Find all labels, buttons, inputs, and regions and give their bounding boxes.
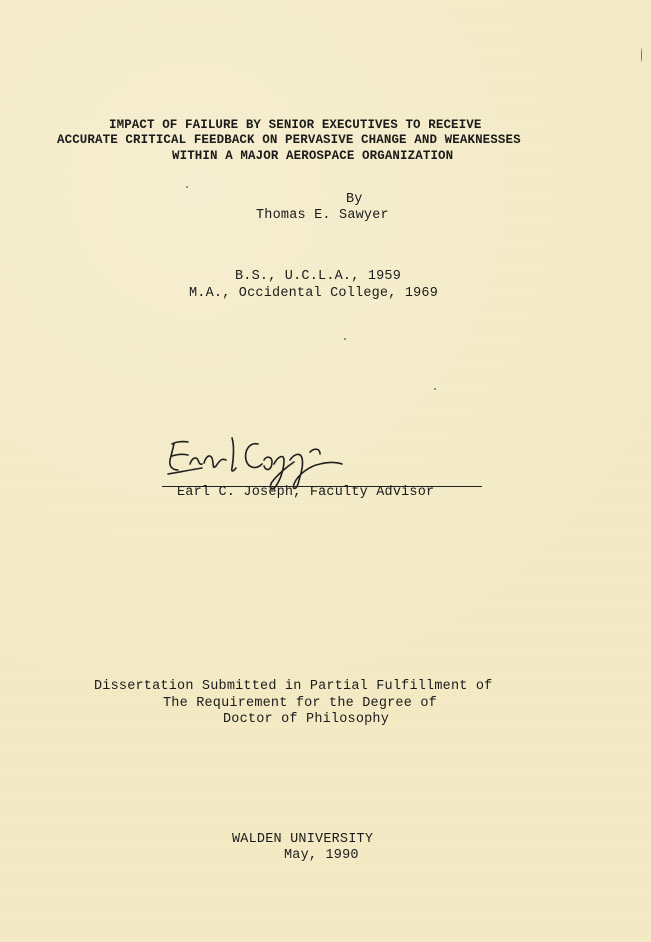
submission-line-3: Doctor of Philosophy: [223, 712, 390, 727]
advisor-caption: Earl C. Joseph, Faculty Advisor: [177, 485, 435, 500]
submission-date: May, 1990: [284, 848, 359, 863]
paper-speck: [344, 338, 346, 340]
title-line-1: IMPACT OF FAILURE BY SENIOR EXECUTIVES TO RECEIVE: [109, 118, 482, 132]
submission-line-1: Dissertation Submitted in Partial Fulfillment of: [94, 679, 493, 694]
author-name: Thomas E. Sawyer: [256, 208, 389, 223]
university-name: WALDEN UNIVERSITY: [232, 832, 374, 847]
degree-bs: B.S., U.C.L.A., 1959: [235, 269, 402, 284]
submission-line-2: The Requirement for the Degree of: [163, 696, 437, 711]
paper-speck: [434, 388, 436, 390]
by-label: By: [346, 192, 363, 207]
degree-ma: M.A., Occidental College, 1969: [189, 286, 439, 301]
paper-speck: [186, 186, 188, 188]
title-line-3: WITHIN A MAJOR AEROSPACE ORGANIZATION: [172, 149, 454, 163]
title-line-2: ACCURATE CRITICAL FEEDBACK ON PERVASIVE CHANGE AND WEAKNESSES: [57, 133, 521, 147]
paper-speck: [641, 48, 642, 62]
